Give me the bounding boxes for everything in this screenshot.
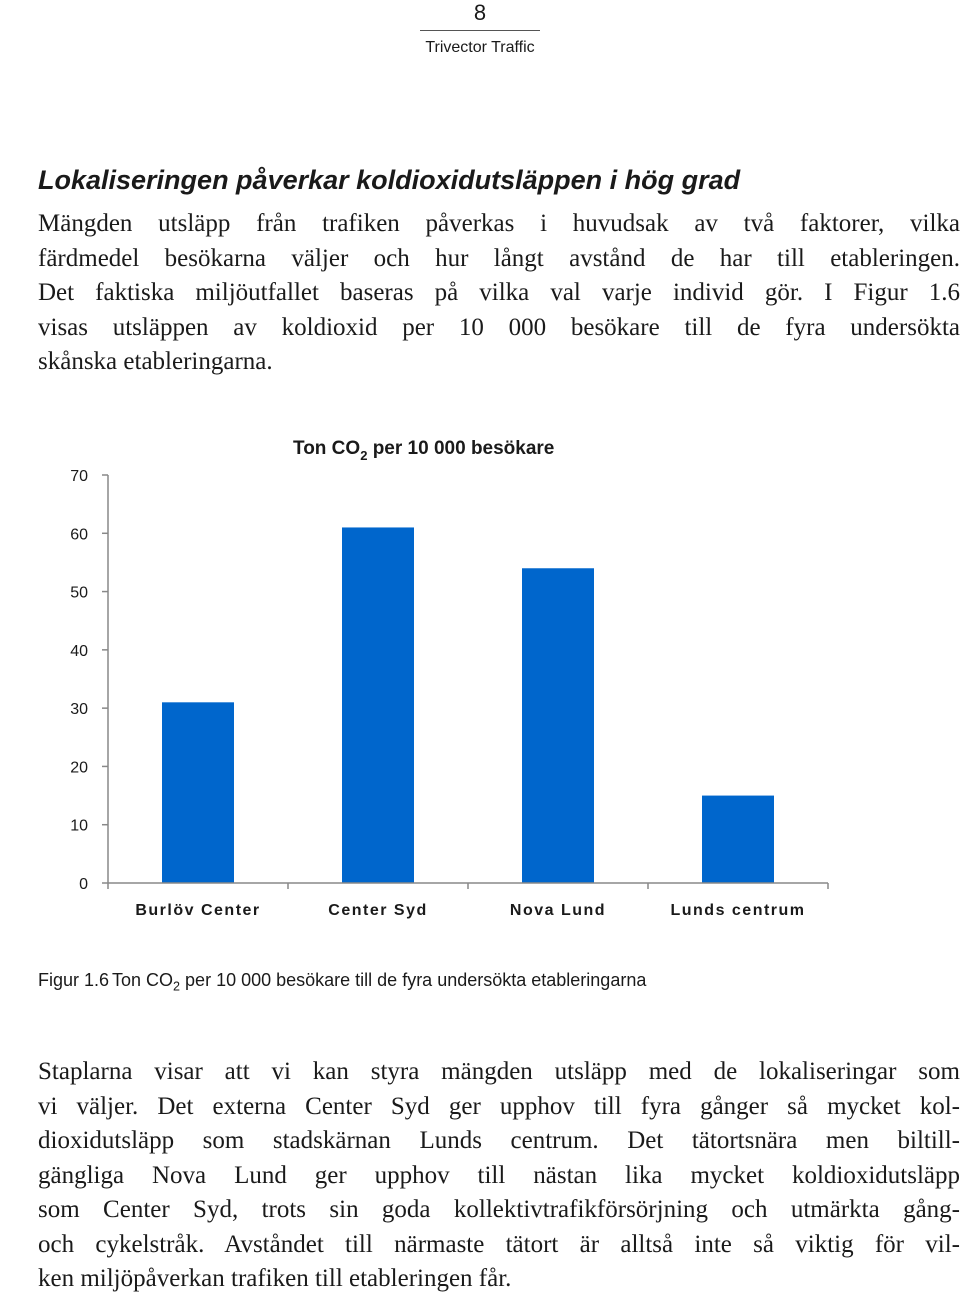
paragraph-line: Staplarna visar att vi kan styra mängden utsläpp med de lokaliseringar som [38, 1058, 960, 1085]
x-category-label: Nova Lund [509, 902, 607, 919]
paragraph-line: Det faktiska miljöutfallet baseras på vilka val varje individ gör. I Figur 1.6 [38, 279, 960, 306]
header-rule [420, 30, 540, 31]
y-tick-label: 70 [70, 468, 88, 485]
paragraph-line: gängliga Nova Lund ger upphov till nästan lika mycket koldioxidutsläpp [38, 1161, 960, 1189]
header-company: Trivector Traffic [425, 39, 535, 56]
paragraph-line: färdmedel besökarna väljer och hur långt avstånd de har till etableringen. [38, 244, 960, 272]
chart-title: Ton $CO_2$ per 10 000 besökare [293, 438, 555, 463]
x-category-label: Burlöv Center [135, 902, 261, 919]
bar [702, 796, 774, 883]
bar [522, 568, 594, 883]
paragraph-line: som Center Syd, trots sin goda kollektivtrafikförsörjning och utmärkta gång- [38, 1196, 960, 1223]
y-tick-label: 40 [70, 642, 88, 660]
bars [162, 527, 774, 883]
x-category-label: Lunds centrum [670, 902, 806, 919]
section-heading: Lokaliseringen påverkar koldioxidutsläppen i hög grad [38, 165, 741, 195]
paragraph-line: Mängden utsläpp från trafiken påverkas i huvudsak av två faktorer, vilka [38, 210, 960, 237]
y-tick-label: 10 [70, 817, 88, 835]
paragraph-2 [38, 1055, 960, 1297]
y-tick-label: 50 [70, 584, 88, 602]
y-tick-label: 20 [70, 759, 88, 777]
y-axis [70, 468, 108, 893]
bar-chart [0, 420, 960, 940]
paragraph-line: visas utsläppen av koldioxid per 10 000 besökare till de fyra undersökta [38, 313, 960, 341]
caption-text: Ton $CO_2$ per 10 000 besökare till de fyra undersökta etableringarna [112, 970, 647, 994]
bar [162, 702, 234, 883]
paragraph-line: dioxidutsläpp som stadskärnan Lunds centrum. Det tätortsnära men biltill- [38, 1127, 960, 1154]
bar [342, 527, 414, 883]
page-number: 8 [473, 0, 487, 25]
paragraph-line: ken miljöpåverkan trafiken till etableringen får. [38, 1265, 512, 1292]
x-axis [108, 883, 828, 919]
x-category-label: Center Syd [328, 902, 428, 919]
y-tick-label: 0 [79, 876, 88, 893]
paragraph-line: och cykelstråk. Avståndet till närmaste tätort är alltså inte så viktig för vil- [38, 1230, 960, 1258]
paragraph-1 [38, 207, 960, 380]
y-tick-label: 30 [70, 701, 88, 719]
y-tick-label: 60 [70, 526, 88, 544]
caption-label: Figur 1.6 [38, 970, 110, 990]
paragraph-line: skånska etableringarna. [38, 348, 273, 375]
paragraph-line: vi väljer. Det externa Center Syd ger upphov till fyra gånger så mycket kol- [38, 1092, 960, 1120]
